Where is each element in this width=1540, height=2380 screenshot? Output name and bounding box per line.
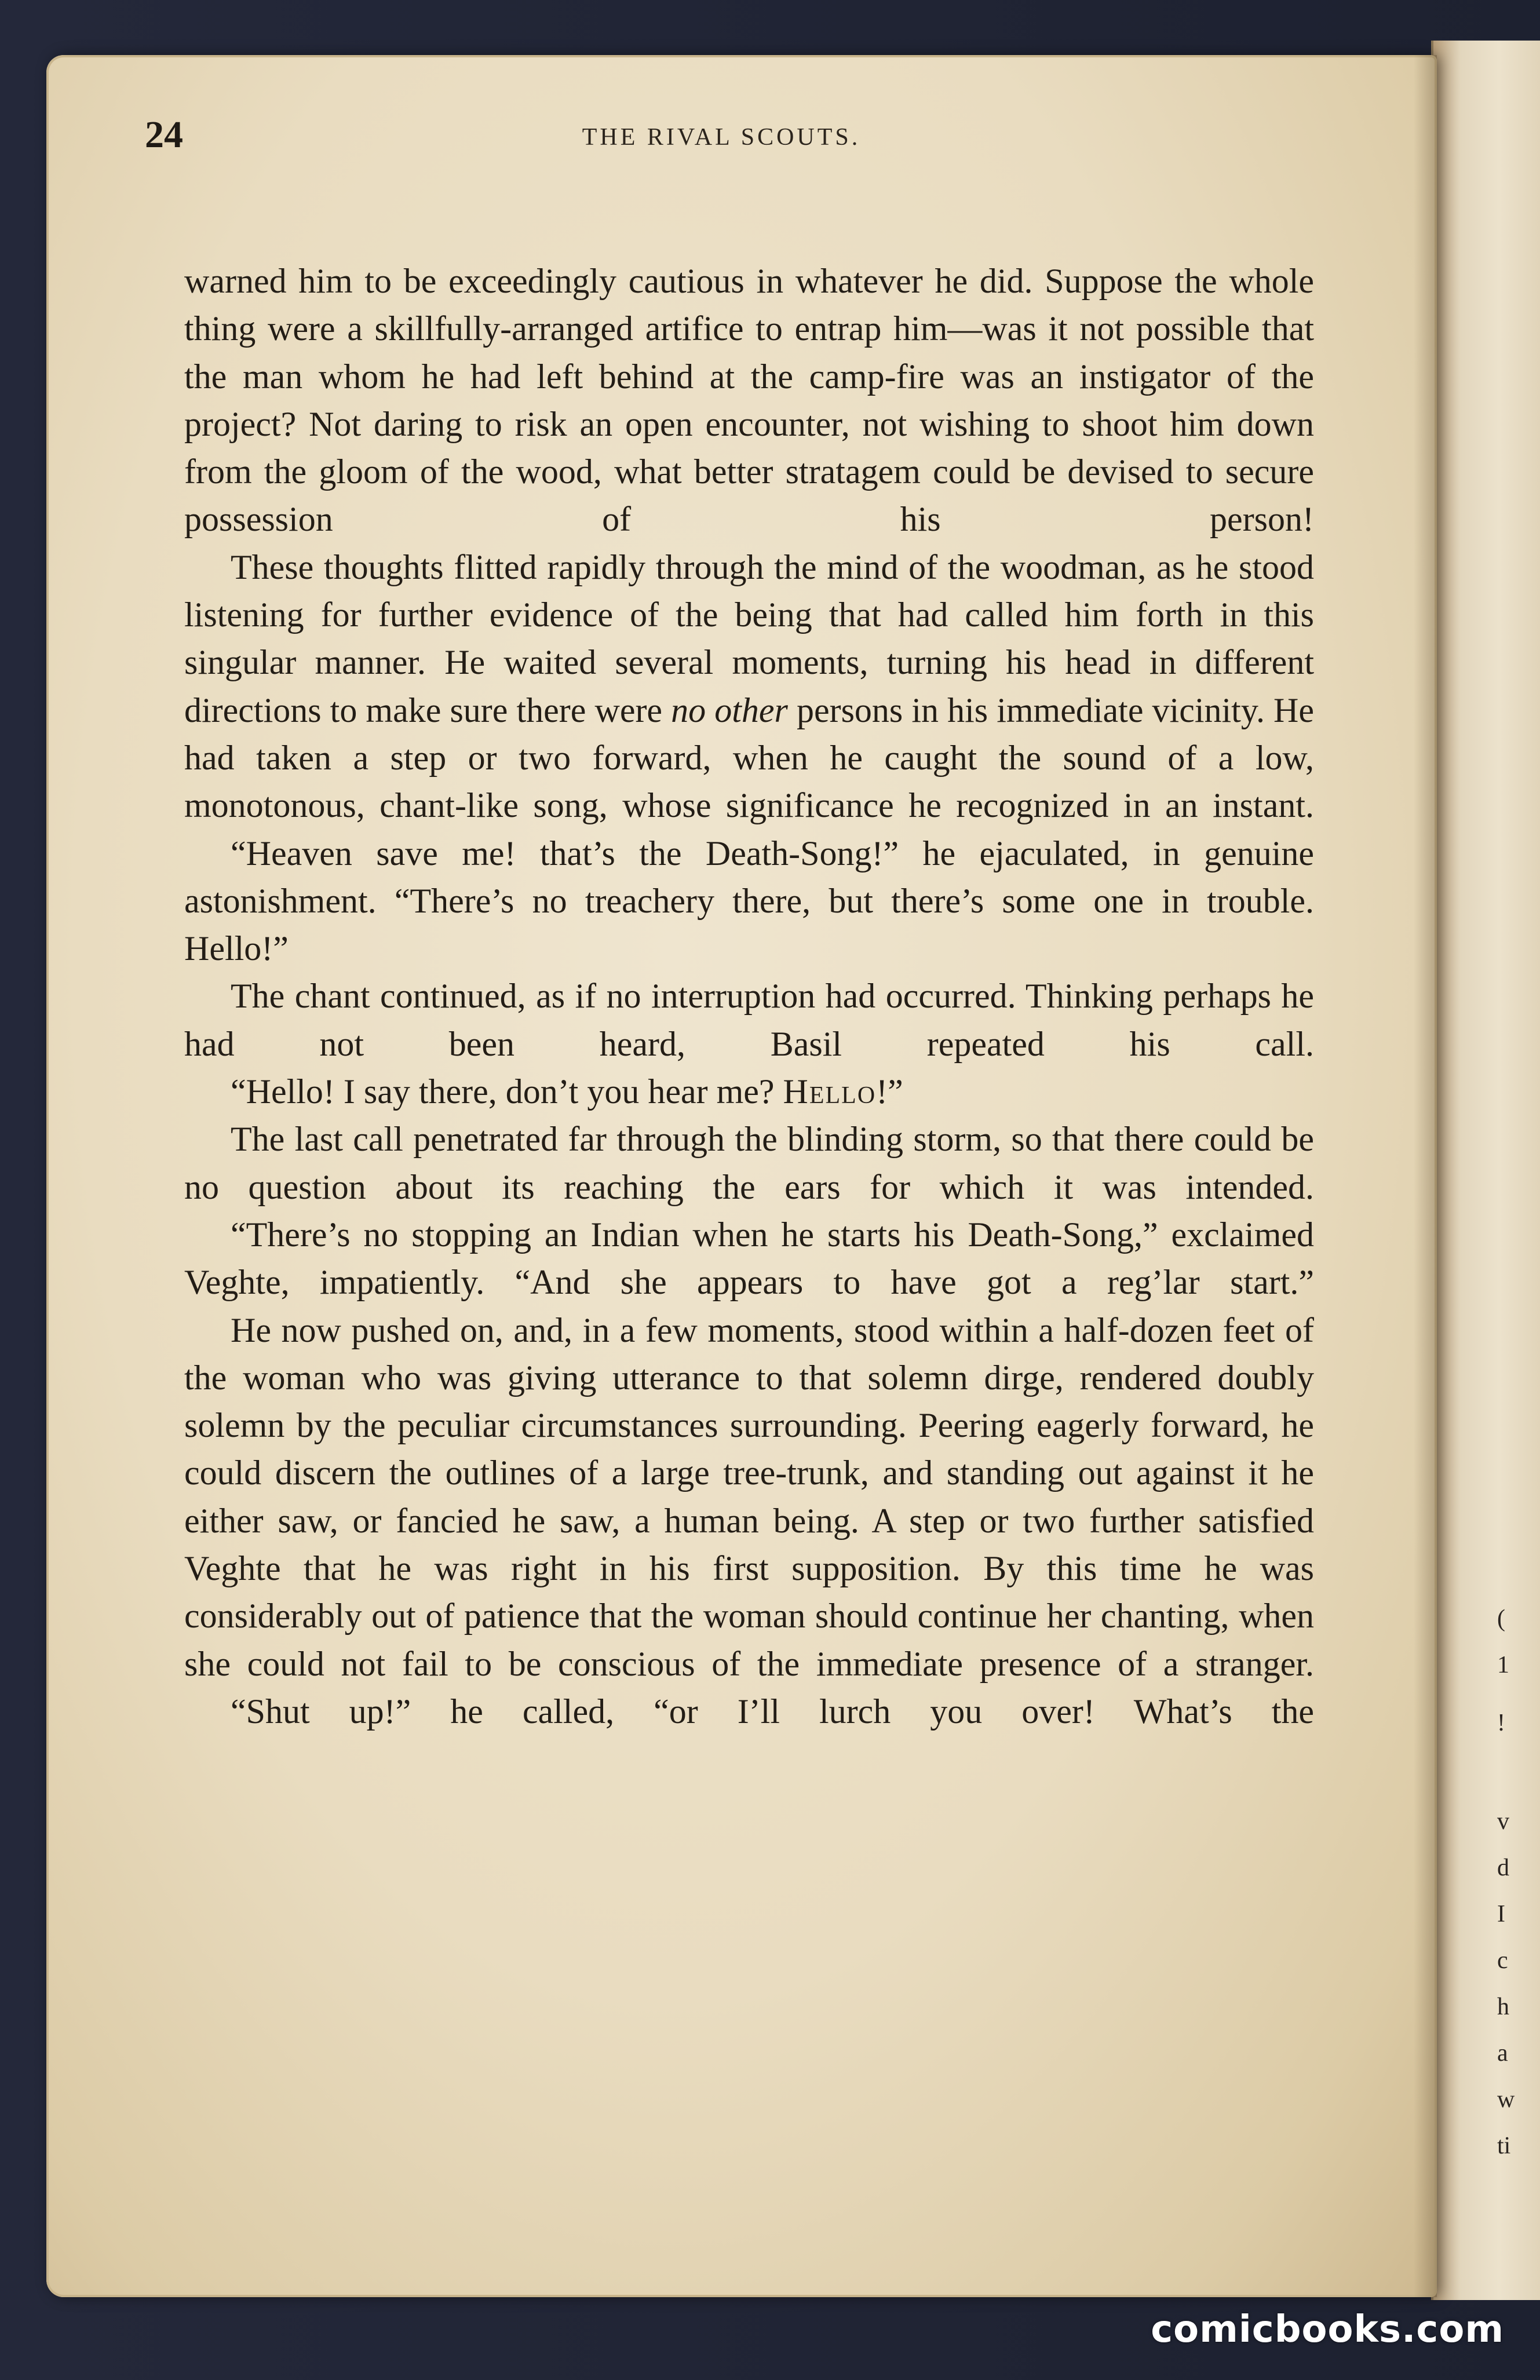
paragraph: “Heaven save me! that’s the Death-Song!” he ejaculated, in genuine astonishment. “There’s no treachery there, but there’s some one in trouble. Hello!” <box>184 834 1314 968</box>
adjacent-page-fragment: 1 <box>1497 1652 1509 1678</box>
paragraph-text: !” <box>876 1072 903 1111</box>
adjacent-page-fragment: ( <box>1497 1605 1505 1632</box>
page-header <box>145 113 1298 165</box>
paragraph <box>184 543 1314 830</box>
adjacent-page-fragment: I <box>1497 1901 1505 1928</box>
adjacent-page-fragment: d <box>1497 1855 1509 1881</box>
paragraph: “There’s no stopping an Indian when he starts his Death-Song,” exclaimed Veghte, impatiently. “And she appears to have got a reg’lar start.” <box>184 1215 1314 1302</box>
paragraph: The chant continued, as if no interruption had occurred. Thinking perhaps he had not been heard, Basil repeated his call. <box>184 977 1314 1063</box>
adjacent-page-fragment: h <box>1497 1994 1509 2020</box>
page-number: 24 <box>145 114 183 156</box>
adjacent-page-fragment: ti <box>1497 2133 1511 2159</box>
paragraph-text: These thoughts flitted rapidly through the mind of the woodman, as he stood listening for further evidence of the being that had called him forth in this singular manner. He waited several moments, turning his head in different directions to make sure there were <box>184 547 1314 729</box>
paragraph: He now pushed on, and, in a few moments, stood within a half-dozen feet of the woman who was giving utterance to that solemn dirge, rendered doubly solemn by the peculiar circumstances surrounding. Peering eagerly forward, he could discern the outlines of a large tree-trunk, and standing out against it he either saw, or fancied he saw, a human being. A step or two further satisfied Veghte that he was right in his first supposition. By this time he was considerably out of patience that the woman should continue her chanting, when she could not fail to be conscious of the immediate presence of a stranger. <box>184 1311 1314 1683</box>
paragraph: “Shut up!” he called, “or I’ll lurch you over! What’s the <box>231 1692 1314 1731</box>
adjacent-page-fragment: c <box>1497 1947 1508 1974</box>
body-text <box>184 257 1314 1735</box>
paragraph-text: “Hello! I say there, don’t you hear me? <box>231 1072 783 1111</box>
paragraph: The last call penetrated far through the blinding storm, so that there could be no question about its reaching the ears for which it was intended. <box>184 1120 1314 1206</box>
paragraph-text: persons in his immediate vicinity. He had taken a step or two forward, when he caught the sound of a low, monotonous, chant-like song, whose significance he recognized in an instant. <box>184 691 1314 825</box>
adjacent-page-fragment: a <box>1497 2040 1508 2067</box>
adjacent-page-fragment: v <box>1497 1808 1509 1835</box>
paragraph <box>184 1068 1314 1115</box>
small-caps-word: Hello <box>783 1072 877 1111</box>
adjacent-page-fragment: w <box>1497 2086 1515 2113</box>
page-fold-shadow <box>1414 55 1437 2297</box>
running-title: THE RIVAL SCOUTS. <box>582 124 861 151</box>
italic-phrase: no other <box>671 691 788 729</box>
paragraph: warned him to be exceedingly cautious in whatever he did. Suppose the whole thing were a skillfully-arranged artifice to entrap him—was it not possible that the man whom he had left behind at the camp-fire was an instigator of the project? Not daring to risk an open encounter, not wishing to shoot him down from the gloom of the wood, what better stratagem could be devised to secure possession of his person! <box>184 262 1314 539</box>
adjacent-page-fragment: ! <box>1497 1710 1505 1736</box>
watermark: comicbooks.com <box>1151 2308 1504 2351</box>
adjacent-page-edge <box>1431 41 1540 2300</box>
